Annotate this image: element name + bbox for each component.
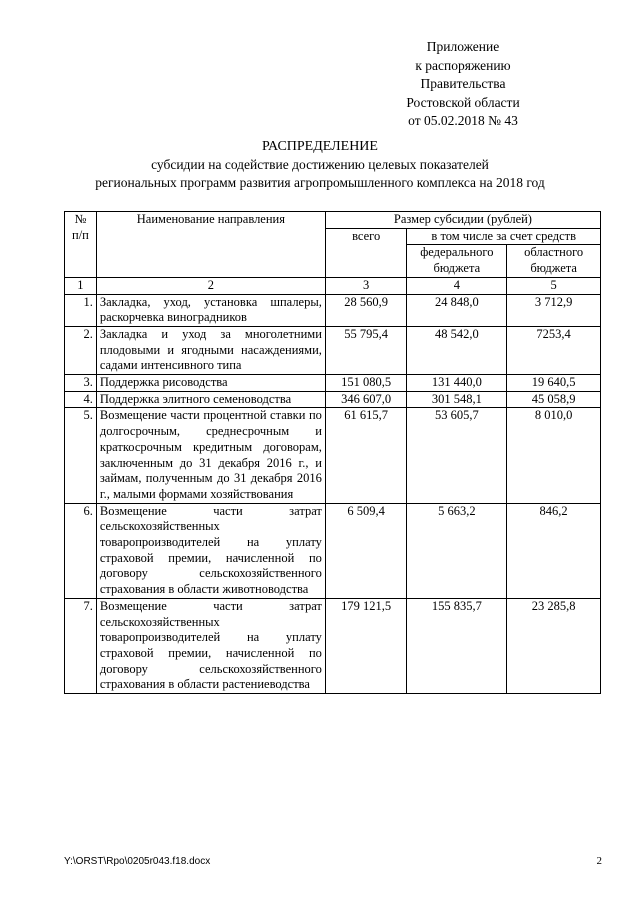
row-number: 3. (65, 375, 97, 392)
row-federal: 5 663,2 (407, 503, 507, 598)
header-including: в том числе за счет средств (407, 228, 601, 245)
header-regional: областного бюджета (507, 245, 601, 277)
subsidy-table (64, 211, 601, 694)
index-cell: 1 (65, 277, 97, 294)
table-row (65, 503, 601, 598)
row-total: 346 607,0 (325, 391, 407, 408)
row-name: Поддержка элитного семеноводства (96, 391, 325, 408)
row-regional: 8 010,0 (507, 408, 601, 503)
table-row (65, 408, 601, 503)
row-regional: 23 285,8 (507, 598, 601, 693)
document-title (0, 138, 640, 192)
row-total: 6 509,4 (325, 503, 407, 598)
table-row (65, 375, 601, 392)
appendix-line: Правительства (420, 76, 506, 91)
appendix-line: Приложение (426, 39, 500, 54)
appendix-line: от 05.02.2018 № 43 (408, 113, 518, 128)
appendix-line: Ростовской области (406, 94, 520, 110)
header-name: Наименование направления (96, 212, 325, 278)
index-cell: 2 (96, 277, 325, 294)
table-body (65, 277, 601, 693)
row-total: 151 080,5 (325, 375, 407, 392)
index-cell: 5 (507, 277, 601, 294)
index-row (65, 277, 601, 294)
table-row (65, 598, 601, 693)
row-federal: 301 548,1 (407, 391, 507, 408)
table-row (65, 294, 601, 326)
title-subtitle: субсидии на содействие достижению целевых показателей (151, 157, 489, 172)
row-regional: 7253,4 (507, 326, 601, 374)
row-number: 1. (65, 294, 97, 326)
row-name: Закладка, уход, установка шпалеры, раскорчевка виноградников (96, 294, 325, 326)
table-row (65, 326, 601, 374)
row-number: 2. (65, 326, 97, 374)
header-num: № п/п (65, 212, 97, 278)
row-name: Закладка и уход за многолетними плодовыми и ягодными насаждениями, садами интенсивного типа (96, 326, 325, 374)
row-regional: 846,2 (507, 503, 601, 598)
row-total: 61 615,7 (325, 408, 407, 503)
row-name: Возмещение части процентной ставки по долгосрочным, среднесрочным и краткосрочным кредитным договорам, заключенным до 31 декабря 2016 г., и займам, полученным до 31 декабря 2016 г., малыми формами хозяйствования (96, 408, 325, 503)
header-federal: федерального бюджета (407, 245, 507, 277)
title-subtitle: региональных программ развития агропромышленного комплекса на 2018 год (95, 175, 545, 190)
row-number: 4. (65, 391, 97, 408)
row-federal: 48 542,0 (407, 326, 507, 374)
row-regional: 19 640,5 (507, 375, 601, 392)
row-federal: 131 440,0 (407, 375, 507, 392)
row-name: Возмещение части затрат сельскохозяйственных товаропроизводителей на уплату страховой премии, начисленной по договору сельскохозяйственного страхования в области животноводства (96, 503, 325, 598)
appendix-line: к распоряжению (415, 57, 511, 73)
appendix-block (363, 38, 563, 131)
row-number: 6. (65, 503, 97, 598)
row-name: Возмещение части затрат сельскохозяйственных товаропроизводителей на уплату страховой премии, начисленной по договору сельскохозяйственного страхования в области растениеводства (96, 598, 325, 693)
table-row (65, 391, 601, 408)
row-total: 28 560,9 (325, 294, 407, 326)
row-name: Поддержка рисоводства (96, 375, 325, 392)
row-federal: 155 835,7 (407, 598, 507, 693)
index-cell: 4 (407, 277, 507, 294)
file-path: Y:\ORST\Rpo\0205r043.f18.docx (64, 856, 211, 867)
index-cell: 3 (325, 277, 407, 294)
row-total: 55 795,4 (325, 326, 407, 374)
page-number: 2 (596, 855, 602, 867)
header-total: всего (325, 228, 407, 277)
header-amount: Размер субсидии (рублей) (325, 212, 600, 229)
row-federal: 24 848,0 (407, 294, 507, 326)
row-total: 179 121,5 (325, 598, 407, 693)
row-number: 5. (65, 408, 97, 503)
row-federal: 53 605,7 (407, 408, 507, 503)
row-number: 7. (65, 598, 97, 693)
title-heading: РАСПРЕДЕЛЕНИЕ (262, 139, 378, 154)
row-regional: 3 712,9 (507, 294, 601, 326)
row-regional: 45 058,9 (507, 391, 601, 408)
